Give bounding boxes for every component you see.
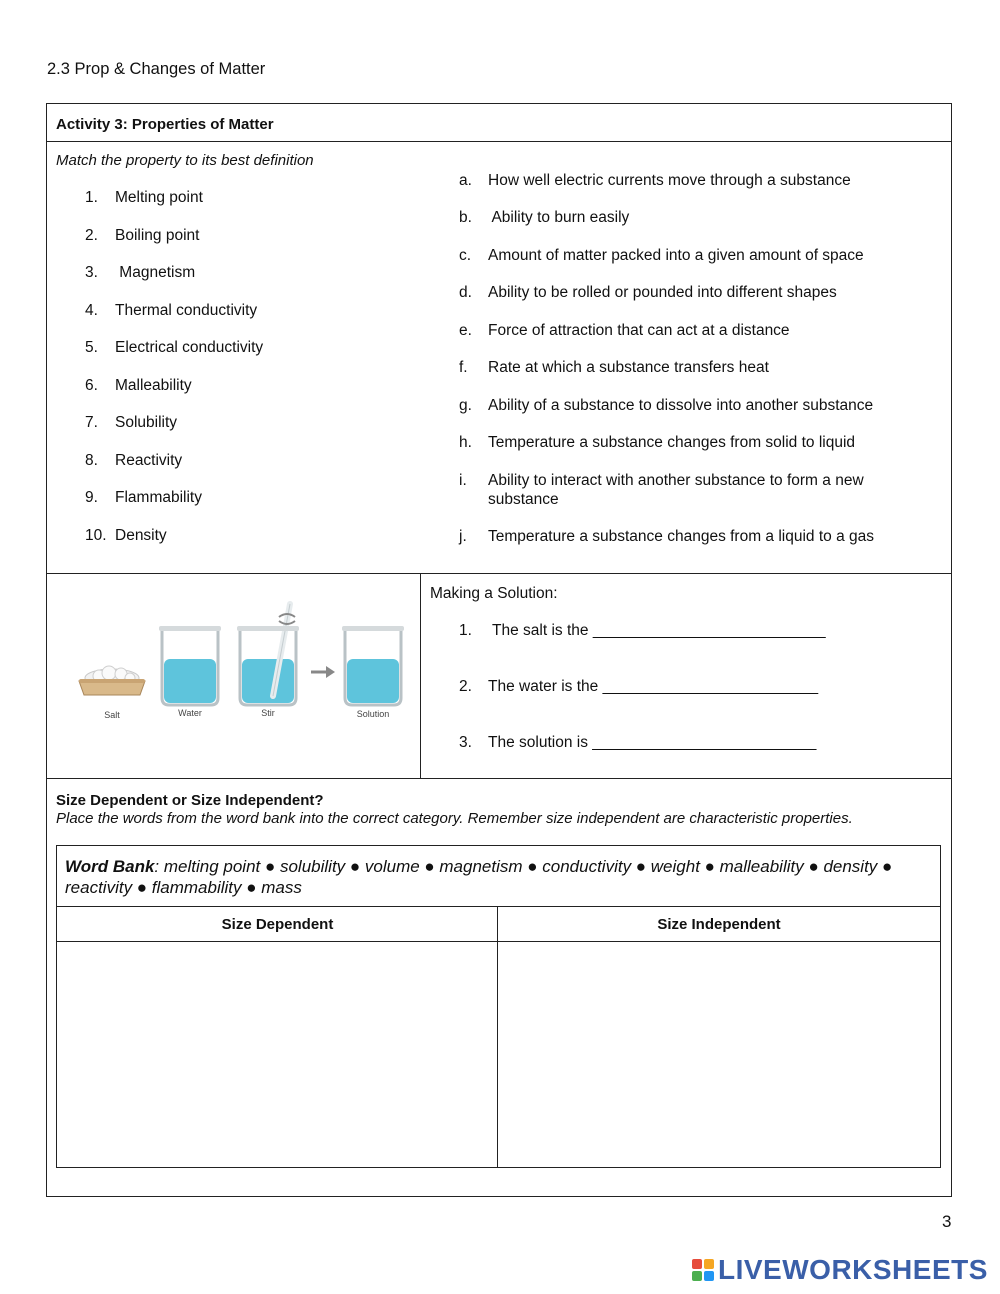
beakers-diagram [47, 574, 419, 776]
activity-heading: Activity 3: Properties of Matter [47, 104, 951, 142]
definition-text: Ability to burn easily [488, 209, 630, 226]
question-number: 3. [459, 734, 472, 751]
definition-letter: b. [459, 209, 472, 226]
size-dependent-dropzone[interactable] [57, 942, 497, 1167]
property-item [85, 339, 263, 357]
column-divider [497, 907, 498, 1167]
property-label: Magnetism [115, 264, 196, 281]
salt-dish-icon [79, 666, 145, 695]
property-number: 8. [85, 452, 98, 469]
stir-beaker-icon [237, 604, 299, 705]
size-heading: Size Dependent or Size Independent? [56, 792, 324, 809]
property-item [85, 227, 199, 245]
property-item [85, 527, 167, 545]
page-number: 3 [942, 1212, 952, 1231]
solution-question [459, 734, 816, 752]
definition-item [459, 321, 899, 340]
definition-letter: j. [459, 528, 467, 545]
size-instruction: Place the words from the word bank into the correct category. Remember size independent are characteristic properties. [56, 810, 853, 827]
property-label: Boiling point [115, 227, 200, 244]
solution-section [47, 574, 951, 779]
property-number: 10. [85, 527, 107, 544]
definition-item [459, 171, 899, 190]
liveworksheets-logo [692, 1254, 988, 1286]
definition-letter: c. [459, 247, 472, 264]
property-number: 3. [85, 264, 98, 281]
definition-letter: i. [459, 472, 467, 489]
size-independent-dropzone[interactable] [499, 942, 940, 1167]
property-label: Flammability [115, 489, 202, 506]
solution-illustration [47, 574, 421, 778]
property-label: Reactivity [115, 452, 183, 469]
word-bank-label: Word Bank [65, 857, 155, 876]
property-item [85, 189, 203, 207]
question-text: The solution is __________________________ [488, 734, 817, 751]
water-beaker-icon [159, 626, 221, 705]
matching-instruction: Match the property to its best definition [56, 152, 314, 169]
category-table [57, 906, 940, 1167]
question-number: 2. [459, 678, 472, 695]
definition-text: Ability of a substance to dissolve into another substance [488, 397, 874, 414]
matching-section [47, 142, 951, 574]
definition-text: Force of attraction that can act at a distance [488, 322, 790, 339]
property-label: Solubility [115, 414, 178, 431]
property-item [85, 264, 195, 282]
property-label: Melting point [115, 189, 203, 206]
question-text: The water is the _________________________ [488, 678, 819, 695]
definition-item [459, 358, 899, 377]
water-label: Water [178, 708, 202, 718]
definition-letter: e. [459, 322, 472, 339]
property-label: Malleability [115, 377, 192, 394]
property-item [85, 452, 182, 470]
word-bank [65, 856, 932, 898]
property-label: Thermal conductivity [115, 302, 258, 319]
definition-item [459, 208, 899, 227]
solution-question [459, 622, 826, 640]
property-number: 4. [85, 302, 98, 319]
definition-item [459, 246, 899, 265]
logo-text: LIVEWORKSHEETS [718, 1254, 988, 1285]
size-dependent-header: Size Dependent [57, 907, 498, 942]
property-item [85, 414, 177, 432]
solution-beaker-icon [342, 626, 404, 705]
property-number: 2. [85, 227, 98, 244]
definition-item [459, 471, 899, 509]
definition-text: How well electric currents move through a substance [488, 172, 851, 189]
definition-item [459, 396, 899, 415]
property-item [85, 377, 192, 395]
definition-text: Ability to be rolled or pounded into different shapes [488, 284, 837, 301]
definition-item [459, 433, 899, 452]
arrow-right-icon [311, 666, 335, 678]
definition-text: Temperature a substance changes from a liquid to a gas [488, 528, 875, 545]
question-text: The salt is the ___________________________ [488, 622, 826, 639]
question-number: 1. [459, 622, 472, 639]
word-bank-items: : melting point ● solubility ● volume ● magnetism ● conductivity ● weight ● malleability ● density ● reactivity ● flammability ● mass [65, 857, 893, 897]
definition-text: Amount of matter packed into a given amount of space [488, 247, 864, 264]
definition-letter: f. [459, 359, 468, 376]
size-independent-header: Size Independent [498, 907, 940, 942]
solution-heading: Making a Solution: [430, 585, 558, 602]
property-label: Density [115, 527, 167, 544]
property-number: 7. [85, 414, 98, 431]
word-bank-table [56, 845, 941, 1168]
solution-label: Solution [356, 709, 390, 719]
salt-label: Salt [104, 710, 120, 720]
property-number: 6. [85, 377, 98, 394]
definition-letter: h. [459, 434, 472, 451]
definition-letter: d. [459, 284, 472, 301]
property-number: 1. [85, 189, 98, 206]
property-number: 9. [85, 489, 98, 506]
definition-text: Temperature a substance changes from solid to liquid [488, 434, 856, 451]
definition-text: Rate at which a substance transfers heat [488, 359, 769, 376]
worksheet-frame [46, 103, 952, 1197]
definition-item [459, 283, 899, 302]
logo-blocks-icon [692, 1259, 714, 1281]
property-label: Electrical conductivity [115, 339, 264, 356]
stir-label: Stir [261, 708, 275, 718]
property-number: 5. [85, 339, 98, 356]
solution-question [459, 678, 818, 696]
definition-letter: a. [459, 172, 472, 189]
definition-item [459, 527, 899, 546]
property-item [85, 489, 202, 507]
property-item [85, 302, 257, 320]
page-title: 2.3 Prop & Changes of Matter [47, 60, 266, 78]
definition-text: Ability to interact with another substance to form a new substance [488, 472, 864, 508]
definition-letter: g. [459, 397, 472, 414]
